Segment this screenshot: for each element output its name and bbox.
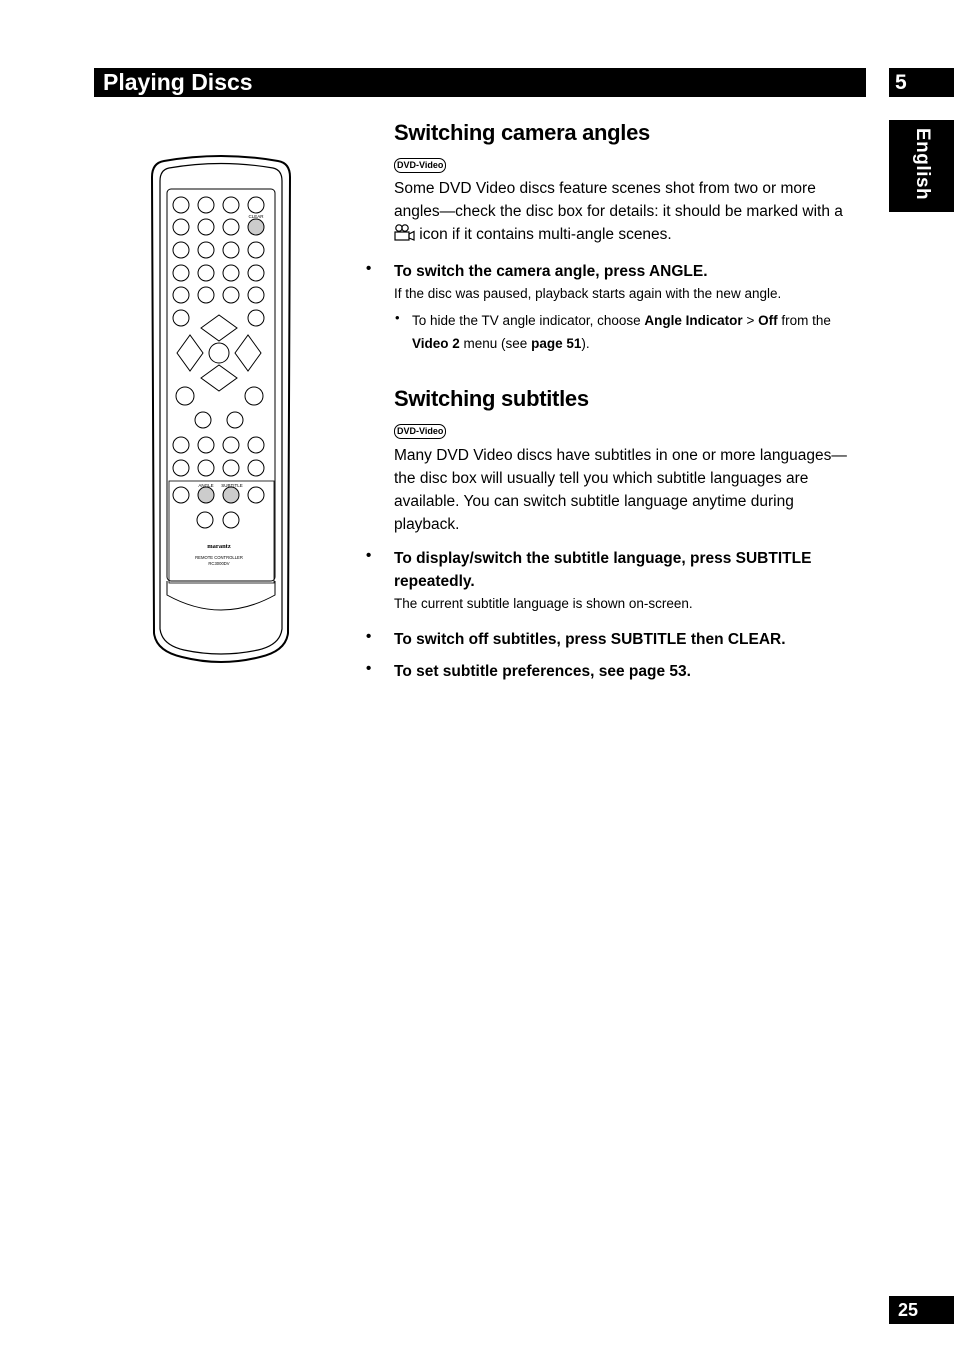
language-tab	[889, 120, 954, 212]
bullet-marker: •	[366, 260, 372, 277]
page-number-box	[889, 1296, 954, 1324]
page-reference-51: page 51	[531, 336, 582, 351]
menu-name-video-2: Video 2	[412, 336, 460, 351]
remote-model-line1: REMOTE CONTROLLER	[195, 555, 243, 560]
remote-model-line2: RC3000DV	[208, 561, 230, 566]
bullet-subtitles-off: To switch off subtitles, press SUBTITLE then CLEAR.	[394, 631, 786, 648]
page-number: 25	[898, 1300, 919, 1320]
remote-brand-logo: marantz	[207, 543, 231, 550]
chapter-number: 5	[895, 71, 907, 94]
remote-control-illustration	[150, 155, 292, 667]
subnote-part-i: ).	[581, 336, 590, 351]
angle-button-label: ANGLE	[198, 483, 214, 488]
bullet-subtitle-preferences: To set subtitle preferences, see page 53.	[394, 663, 691, 680]
note-paused-playback: If the disc was paused, playback starts again with the new angle.	[394, 286, 782, 301]
dvd-video-badge: DVD-Video	[394, 424, 446, 439]
intro-text-part2: icon if it contains multi-angle scenes.	[415, 226, 672, 243]
subnote-part-a: To hide the TV angle indicator, choose	[412, 313, 645, 328]
intro-text-part1: Some DVD Video discs feature scenes shot from two or more angles—check the disc box for details: it should be marked with a	[394, 180, 843, 220]
menu-value-off: Off	[758, 313, 778, 328]
camera-angles-intro	[394, 177, 864, 246]
subnote-hide-angle-indicator	[412, 309, 867, 355]
bullet-marker: •	[366, 628, 372, 645]
subnote-part-e: from the	[777, 313, 831, 328]
bullet-switch-angle: To switch the camera angle, press ANGLE.	[394, 263, 708, 280]
chapter-header-bar	[94, 68, 866, 97]
section-heading-subtitles: Switching subtitles	[394, 386, 589, 411]
language-label: English	[912, 128, 933, 201]
clear-button-label: CLEAR	[248, 214, 264, 219]
subnote-part-g: menu (see	[459, 336, 532, 351]
menu-item-angle-indicator: Angle Indicator	[644, 313, 743, 328]
bullet-switch-subtitle: To display/switch the subtitle language, press SUBTITLE repeatedly.	[394, 550, 812, 590]
note-subtitle-shown: The current subtitle language is shown on-screen.	[394, 596, 693, 611]
sub-bullet-marker: •	[395, 310, 400, 325]
chapter-title: Playing Discs	[103, 69, 253, 95]
bullet-marker: •	[366, 547, 372, 564]
dvd-video-badge: DVD-Video	[394, 158, 446, 173]
subnote-part-c: >	[742, 313, 759, 328]
bullet-marker: •	[366, 660, 372, 677]
subtitle-button-label: SUBTITLE	[221, 483, 243, 488]
camera-angle-icon	[394, 224, 415, 241]
subtitles-intro: Many DVD Video discs have subtitles in one or more languages—the disc box will usually tell you which subtitle languages are available. You can switch subtitle language anytime during playback.	[394, 447, 847, 533]
chapter-number-box	[889, 68, 954, 97]
section-heading-camera-angles: Switching camera angles	[394, 120, 650, 145]
